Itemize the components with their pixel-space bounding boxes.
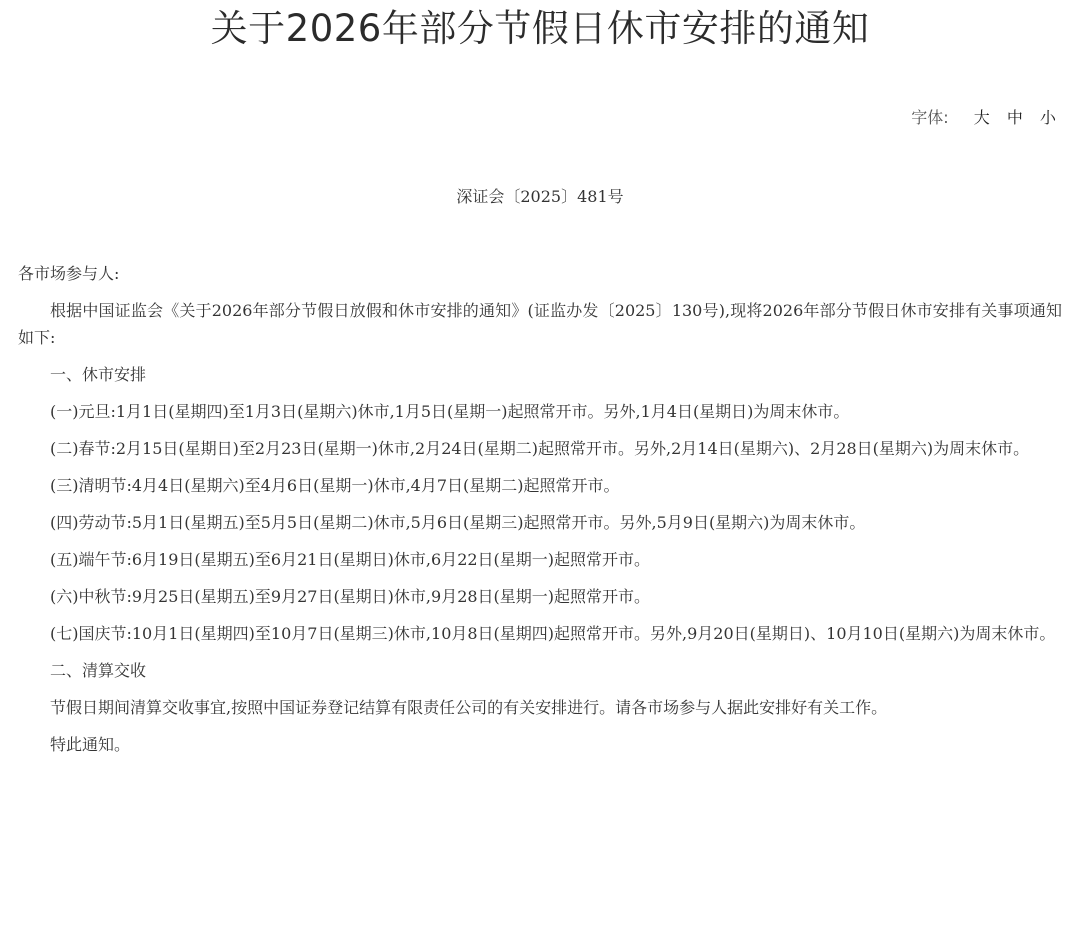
holiday-item-new-year: (一)元旦:1月1日(星期四)至1月3日(星期六)休市,1月5日(星期一)起照常开市。另外,1月4日(星期日)为周末休市。 xyxy=(50,402,850,421)
holiday-item-national-day: (七)国庆节:10月1日(星期四)至10月7日(星期三)休市,10月8日(星期四)起照常开市。另外,9月20日(星期日)、10月10日(星期六)为周末休市。 xyxy=(50,624,1056,643)
intro-paragraph: 根据中国证监会《关于2026年部分节假日放假和休市安排的通知》(证监办发〔2025〕130号),现将2026年部分节假日休市安排有关事项通知如下: xyxy=(18,301,1062,347)
font-size-label: 字体: xyxy=(911,108,949,127)
holiday-item-dragon-boat: (五)端午节:6月19日(星期五)至6月21日(星期日)休市,6月22日(星期一)起照常开市。 xyxy=(50,550,651,569)
font-size-controls xyxy=(911,106,1056,130)
font-size-large-button[interactable]: 大 xyxy=(973,108,990,127)
document-number: 深证会〔2025〕481号 xyxy=(456,187,624,206)
salutation: 各市场参与人: xyxy=(18,264,120,283)
clearing-paragraph: 节假日期间清算交收事宜,按照中国证券登记结算有限责任公司的有关安排进行。请各市场参与人据此安排好有关工作。 xyxy=(50,698,888,717)
notice-body xyxy=(18,260,1062,768)
font-size-medium-button[interactable]: 中 xyxy=(1006,108,1023,127)
holiday-item-labor-day: (四)劳动节:5月1日(星期五)至5月5日(星期二)休市,5月6日(星期三)起照常开市。另外,5月9日(星期六)为周末休市。 xyxy=(50,513,866,532)
section-1-heading: 一、休市安排 xyxy=(50,365,147,384)
page-title: 关于2026年部分节假日休市安排的通知 xyxy=(210,7,870,50)
font-size-small-button[interactable]: 小 xyxy=(1039,108,1056,127)
holiday-item-spring-festival: (二)春节:2月15日(星期日)至2月23日(星期一)休市,2月24日(星期二)起照常开市。另外,2月14日(星期六)、2月28日(星期六)为周末休市。 xyxy=(50,439,1030,458)
holiday-item-qingming: (三)清明节:4月4日(星期六)至4月6日(星期一)休市,4月7日(星期二)起照常开市。 xyxy=(50,476,620,495)
closing-text: 特此通知。 xyxy=(50,735,131,754)
section-2-heading: 二、清算交收 xyxy=(50,661,147,680)
holiday-item-mid-autumn: (六)中秋节:9月25日(星期五)至9月27日(星期日)休市,9月28日(星期一)起照常开市。 xyxy=(50,587,651,606)
